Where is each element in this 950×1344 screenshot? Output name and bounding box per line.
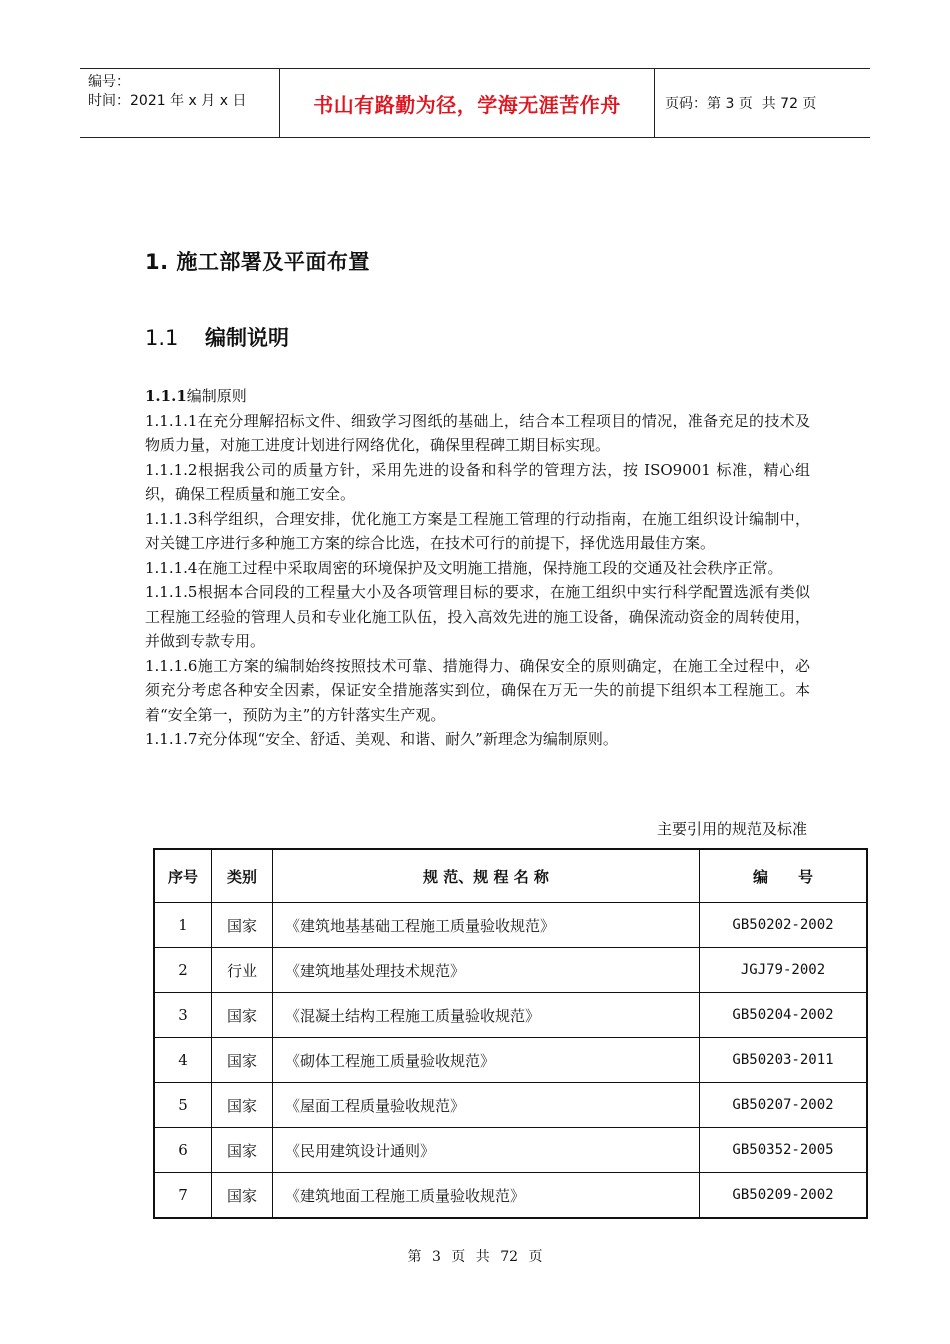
table-row bbox=[154, 1083, 867, 1128]
paragraph-number: 1.1.1.2 bbox=[145, 460, 198, 479]
row-name: 《砌体工程施工质量验收规范》 bbox=[273, 1038, 700, 1083]
column-header-name: 规 范、规 程 名 称 bbox=[273, 849, 700, 903]
header-page-info bbox=[655, 69, 870, 137]
paragraph-text: 科学组织，合理安排，优化施工方案是工程施工管理的行动指南，在施工组织设计编制中，对关键工序进行多种施工方案的综合比选，在技术可行的前提下，择优选用最佳方案。 bbox=[145, 509, 810, 552]
column-header-category: 类别 bbox=[212, 849, 273, 903]
table-row bbox=[154, 1038, 867, 1083]
row-category: 国家 bbox=[212, 1128, 273, 1173]
table-row bbox=[154, 903, 867, 948]
page-header bbox=[80, 68, 870, 138]
paragraph bbox=[145, 409, 810, 458]
row-category: 国家 bbox=[212, 1083, 273, 1128]
row-name: 《民用建筑设计通则》 bbox=[273, 1128, 700, 1173]
paragraph-number: 1.1.1.1 bbox=[145, 411, 198, 430]
row-name: 《屋面工程质量验收规范》 bbox=[273, 1083, 700, 1128]
page-footer: 第 3 页 共 72 页 bbox=[407, 1249, 543, 1265]
paragraph-number: 1.1.1.7 bbox=[145, 730, 198, 748]
row-name: 《建筑地基基础工程施工质量验收规范》 bbox=[273, 903, 700, 948]
row-index: 2 bbox=[154, 948, 212, 993]
table-row bbox=[154, 1173, 867, 1219]
row-index: 6 bbox=[154, 1128, 212, 1173]
paragraph bbox=[145, 580, 810, 654]
row-category: 国家 bbox=[212, 1038, 273, 1083]
paragraph bbox=[145, 556, 810, 581]
paragraph-number: 1.1.1.4 bbox=[145, 558, 198, 577]
row-code: GB50203-2011 bbox=[700, 1038, 868, 1083]
standards-table bbox=[153, 848, 868, 1219]
paragraph-text: 施工方案的编制始终按照技术可靠、措施得力、确保安全的原则确定，在施工全过程中，必须充分考虑各种安全因素，保证安全措施落实到位，确保在万无一失的前提下组织本工程施工。本着“安全第一，预防为主”的方针落实生产观。 bbox=[145, 656, 810, 724]
subsection-title bbox=[145, 322, 289, 352]
column-header-code: 编 号 bbox=[700, 849, 868, 903]
paragraph-text: 充分体现“安全、舒适、美观、和谐、耐久”新理念为编制原则。 bbox=[197, 730, 618, 748]
row-category: 国家 bbox=[212, 903, 273, 948]
paragraph-text: 在施工过程中采取周密的环境保护及文明施工措施，保持施工段的交通及社会秩序正常。 bbox=[197, 558, 783, 577]
row-code: GB50204-2002 bbox=[700, 993, 868, 1038]
row-code: GB50209-2002 bbox=[700, 1173, 868, 1219]
paragraph-number: 1.1.1.3 bbox=[145, 509, 198, 528]
row-name: 《混凝土结构工程施工质量验收规范》 bbox=[273, 993, 700, 1038]
paragraph-number: 1.1.1.6 bbox=[145, 656, 198, 675]
paragraph bbox=[145, 507, 810, 556]
row-category: 国家 bbox=[212, 993, 273, 1038]
table-header-row bbox=[154, 849, 867, 903]
paragraph bbox=[145, 654, 810, 728]
document-date-label: 时间：2021 年 x 月 x 日 bbox=[88, 93, 247, 109]
row-index: 4 bbox=[154, 1038, 212, 1083]
header-meta bbox=[80, 69, 280, 137]
column-header-index: 序号 bbox=[154, 849, 212, 903]
row-name: 《建筑地面工程施工质量验收规范》 bbox=[273, 1173, 700, 1219]
paragraph bbox=[145, 727, 810, 752]
row-index: 1 bbox=[154, 903, 212, 948]
row-category: 行业 bbox=[212, 948, 273, 993]
subsection-number: 1.1 bbox=[145, 326, 179, 350]
subsection-text: 编制说明 bbox=[205, 326, 289, 350]
body-text bbox=[145, 384, 810, 752]
row-category: 国家 bbox=[212, 1173, 273, 1219]
header-motto: 书山有路勤为径，学海无涯苦作舟 bbox=[280, 69, 655, 137]
row-code: JGJ79-2002 bbox=[700, 948, 868, 993]
row-name: 《建筑地基处理技术规范》 bbox=[273, 948, 700, 993]
paragraph-number: 1.1.1 bbox=[145, 387, 187, 405]
paragraph-heading bbox=[145, 384, 810, 409]
table-row bbox=[154, 948, 867, 993]
row-code: GB50352-2005 bbox=[700, 1128, 868, 1173]
table-row bbox=[154, 1128, 867, 1173]
row-code: GB50207-2002 bbox=[700, 1083, 868, 1128]
paragraph-text: 根据本合同段的工程量大小及各项管理目标的要求，在施工组织中实行科学配置选派有类似工程施工经验的管理人员和专业化施工队伍，投入高效先进的施工设备，确保流动资金的周转使用，并做到专款专用。 bbox=[145, 583, 810, 650]
row-index: 3 bbox=[154, 993, 212, 1038]
paragraph-text: 根据我公司的质量方针，采用先进的设备和科学的管理方法，按 ISO9001 标准，精心组织，确保工程质量和施工安全。 bbox=[145, 460, 810, 503]
section-title: 1. 施工部署及平面布置 bbox=[145, 250, 370, 274]
paragraph bbox=[145, 458, 810, 507]
row-index: 5 bbox=[154, 1083, 212, 1128]
document-number-label: 编号： bbox=[88, 74, 130, 90]
table-row bbox=[154, 993, 867, 1038]
paragraph-text: 编制原则 bbox=[186, 387, 247, 405]
header-page-info-text: 页码：第 3 页 共 72 页 bbox=[665, 96, 817, 112]
row-code: GB50202-2002 bbox=[700, 903, 868, 948]
paragraph-number: 1.1.1.5 bbox=[145, 583, 198, 601]
paragraph-text: 在充分理解招标文件、细致学习图纸的基础上，结合本工程项目的情况，准备充足的技术及物质力量，对施工进度计划进行网络优化，确保里程碑工期目标实现。 bbox=[145, 411, 810, 454]
table-caption: 主要引用的规范及标准 bbox=[656, 820, 807, 838]
row-index: 7 bbox=[154, 1173, 212, 1219]
